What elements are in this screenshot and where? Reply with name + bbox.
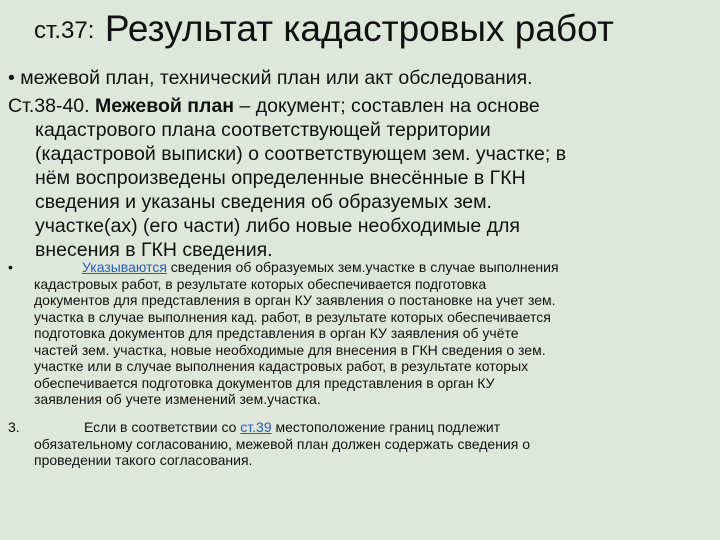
- paragraph-lead: Если в соответствии со: [84, 419, 241, 435]
- title-bar: [0, 0, 720, 62]
- paragraph-first-line: [8, 94, 708, 118]
- list-number-marker: 3.: [8, 419, 20, 435]
- title-prefix: ст.37:: [34, 17, 95, 44]
- paragraph-line: обязательному согласованию, межевой план должен содержать сведения о: [34, 435, 531, 452]
- paragraph-line: нём воспроизведены определенные внесённые в ГКН: [35, 167, 526, 189]
- paragraph-line: участке(ах) (его части) либо новые необходимые для: [35, 215, 520, 237]
- title-main: Результат кадастровых работ: [104, 8, 614, 49]
- slide-title: [34, 8, 614, 50]
- paragraph-line: участка в случае выполнения кад. работ, в результате которых обеспечивается: [34, 308, 551, 325]
- paragraph-line: внесения в ГКН сведения.: [35, 239, 273, 261]
- bullet-marker: •: [8, 259, 13, 275]
- paragraph-line: сведения и указаны сведения об образуемых зем.: [35, 191, 492, 213]
- paragraph-mezhevoy-plan: [8, 94, 708, 262]
- link-st39[interactable]: ст.39: [240, 419, 272, 435]
- paragraph-line: подготовка документов для представления в орган КУ заявления об учёте: [34, 325, 519, 341]
- paragraph-line: (кадастровой выписки) о соответствующем зем. участке; в: [35, 143, 567, 165]
- paragraph-body: [34, 259, 713, 408]
- paragraph-lead: Ст.38-40.: [8, 95, 95, 117]
- bullet-item-1: [8, 66, 533, 90]
- bullet-marker: •: [8, 67, 15, 89]
- paragraph-first-rest: – документ; составлен на основе: [234, 95, 540, 117]
- paragraph-line: кадастрового плана соответствующей территории: [35, 119, 491, 141]
- paragraph-line: документов для представления в орган КУ заявления о постановке на учет зем.: [34, 292, 556, 308]
- paragraph-first-line: [34, 259, 713, 276]
- link-ukazyvayutsya[interactable]: Указываются: [82, 259, 167, 275]
- paragraph-body: [34, 419, 713, 469]
- paragraph-first-line: [34, 419, 713, 436]
- paragraph-ukazyvayutsya: [8, 259, 713, 408]
- bullet-text: межевой план, технический план или акт обследования.: [20, 67, 533, 89]
- paragraph-line: проведении такого согласования.: [34, 452, 253, 468]
- paragraph-line: кадастровых работ, в результате которых обеспечивается подготовка: [34, 275, 487, 292]
- paragraph-line: обеспечивается подготовка документов для представления в орган КУ: [34, 374, 495, 391]
- paragraph-line: участке или в случае выполнения кадастровых работ, в результате которых: [34, 358, 529, 374]
- paragraph-line: заявления об учете изменений зем.участка.: [34, 391, 321, 407]
- paragraph-first-rest: местоположение границ подлежит: [271, 419, 501, 435]
- paragraph-line: частей зем. участка, новые необходимые для внесения в ГКН сведения о зем.: [34, 341, 546, 358]
- paragraph-first-rest: сведения об образуемых зем.участке в случае выполнения: [166, 259, 559, 275]
- paragraph-bold-term: Межевой план: [94, 95, 235, 117]
- paragraph-item-3: [8, 419, 713, 469]
